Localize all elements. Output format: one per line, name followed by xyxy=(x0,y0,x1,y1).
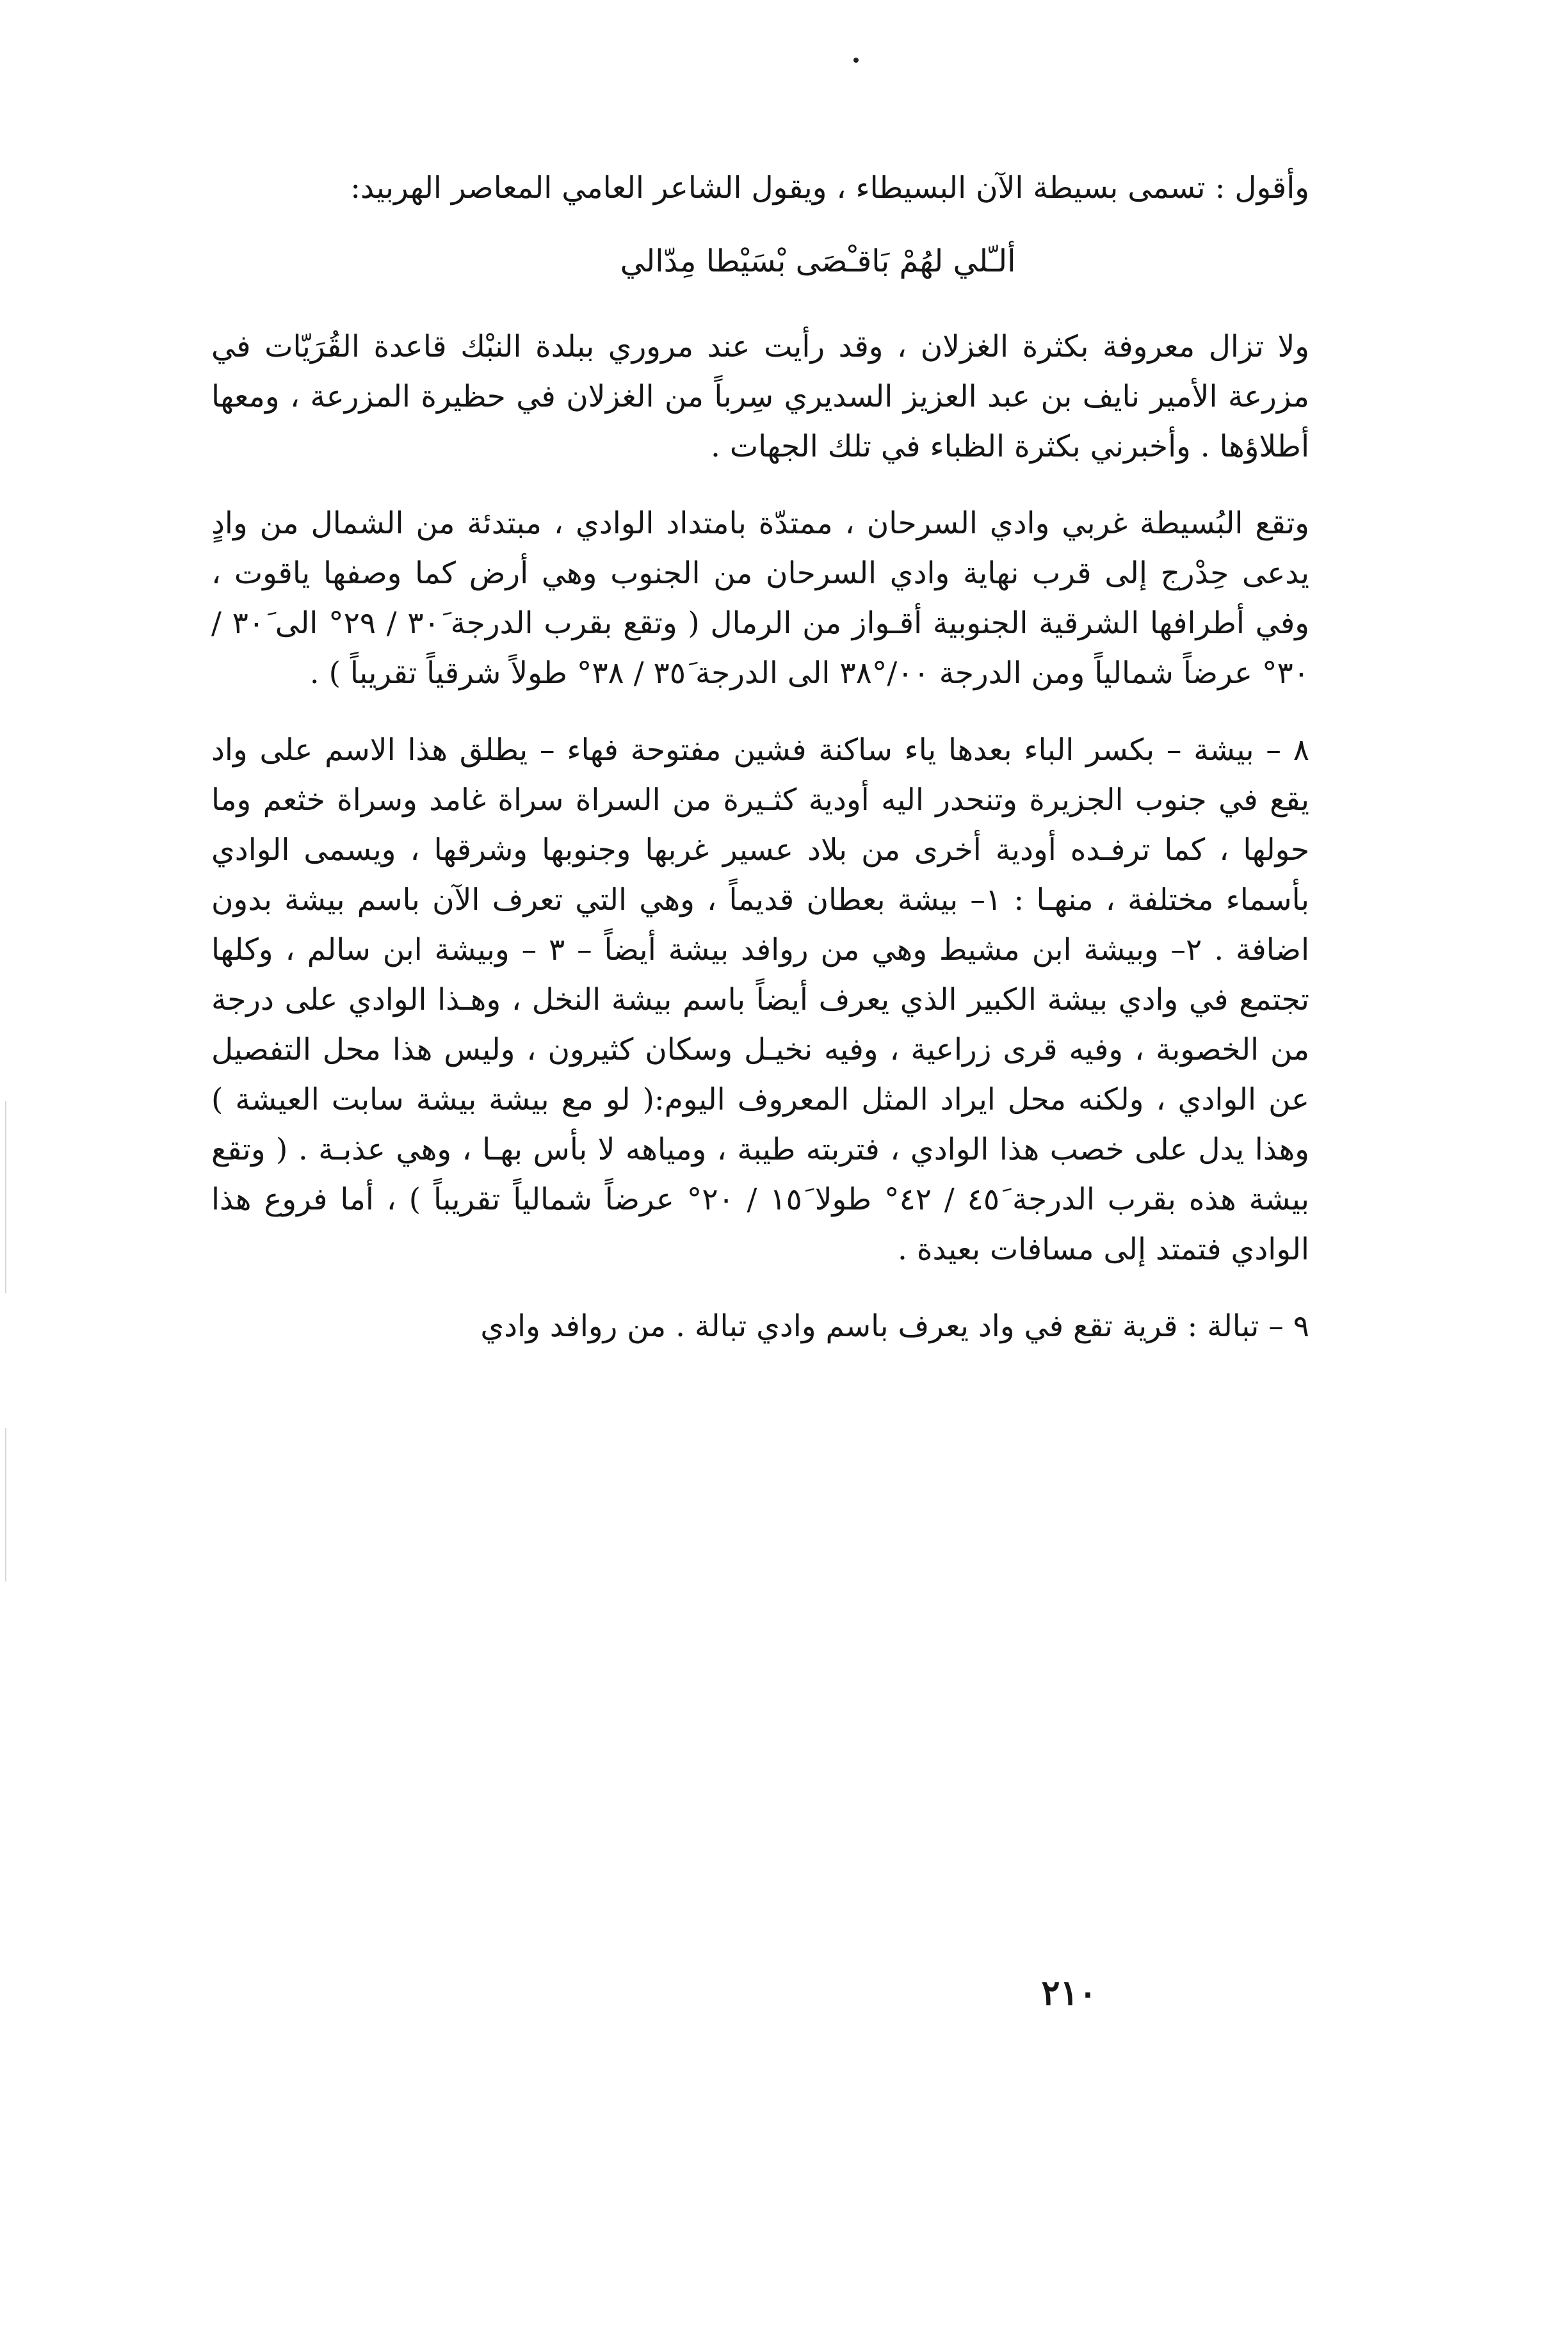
page-body-text xyxy=(211,163,1309,1379)
scan-edge-mark xyxy=(5,1428,6,1581)
printed-speck xyxy=(853,58,859,63)
opening-line: وأقول : تسمى بسيطة الآن البسيطاء ، ويقول الشاعر العامي المعاصر الهربيد: xyxy=(350,170,1309,206)
paragraph-bisha: ٨ – بيشة – بكسر الباء بعدها ياء ساكنة فشين مفتوحة فهاء – يطلق هذا الاسم على واد يقع في جنوب الجزيرة وتنحدر اليه أودية كثـيرة من السراة سراة غامد وسراة خثعم وما حولها ، كما ترفـده أودية أخرى من بلاد عسير غربها وجنوبها وشرقها ، ويسمى الوادي بأسماء مختلفة ، منهـا : ١– بيشة بعطان قديماً ، وهي التي تعرف الآن باسم بيشة بدون اضافة . ٢– وبيشة ابن مشيط وهي من روافد بيشة أيضاً – ٣ – وبيشة ابن سالم ، وكلها تجتمع في وادي بيشة الكبير الذي يعرف أيضاً باسم بيشة النخل ، وهـذا الوادي على درجة من الخصوبة ، وفيه قرى زراعية ، وفيه نخيـل وسكان كثيرون ، وليس هذا محل التفصيل عن الوادي ، ولكنه محل ايراد المثل المعروف اليوم:( لو مع بيشة بيشة سابت العيشة ) وهذا يدل على خصب هذا الوادي ، فتربته طيبة ، ومياهه لا بأس بهـا ، وهي عذبـة . ( وتقع بيشة هذه بقرب الدرجة ٤٥َ / ٤٢° طولا ١٥َ / ٢٠° عرضاً شمالياً تقريباً ) ، أما فروع هذا الوادي فتمتد إلى مسافات بعيدة . xyxy=(211,732,1310,1267)
paragraph-busayta-location: وتقع البُسيطة غربي وادي السرحان ، ممتدّة بامتداد الوادي ، مبتدئة من الشمال من وادٍ يدعى حِدْرج إلى قرب نهاية وادي السرحان من الجنوب وهي أرض كما وصفها ياقوت ، وفي أطرافها الشرقية الجنوبية أقـواز من الرمال ( وتقع بقرب الدرجة ٣٠َ / ٢٩° الى ٣٠َ / ٣٠° عرضاً شمالياً ومن الدرجة ٠٠/°٣٨ الى الدرجة ٣٥َ / ٣٨° طولاً شرقياً تقريباً ) . xyxy=(211,505,1310,691)
poem-verse: ألـّلي لهُمْ بَاقـْصَى بْسَيْطا مِدّالي xyxy=(620,243,1016,280)
paragraph-gazelles: ولا تزال معروفة بكثرة الغزلان ، وقد رأيت عند مروري ببلدة النبْك قاعدة القُرَيّات في مزرعة الأمير نايف بن عبد العزيز السديري سِرباً من الغزلان في حظيرة المزرعة ، ومعها أطلاؤها . وأخبرني بكثرة الظباء في تلك الجهات . xyxy=(211,328,1309,464)
scan-edge-mark xyxy=(5,1101,6,1293)
page-number: ٢١٠ xyxy=(1041,1972,1097,2013)
paragraph-tabala: ٩ – تبالة : قرية تقع في واد يعرف باسم وادي تبالة . من روافد وادي xyxy=(480,1308,1309,1344)
